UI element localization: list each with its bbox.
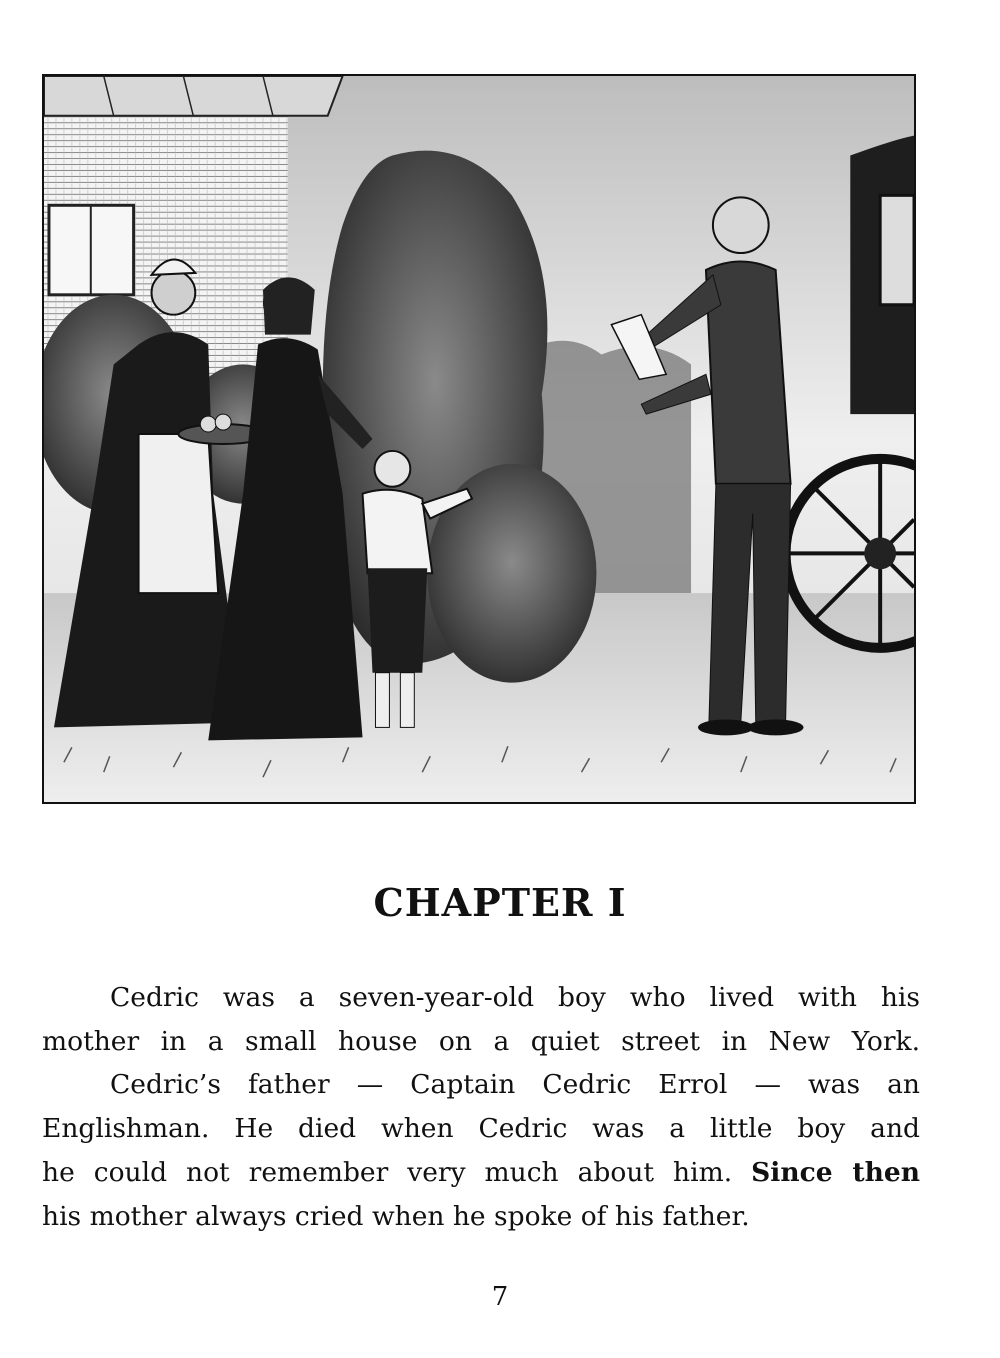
chapter-illustration — [42, 74, 916, 804]
chapter-body — [42, 976, 920, 1238]
page-number: 7 — [491, 1282, 509, 1312]
chapter-title: CHAPTER I — [373, 880, 627, 925]
bold-phrase: Since then — [751, 1156, 920, 1188]
paragraph-2-line-3 — [42, 1151, 920, 1195]
paragraph-2-line-1: Cedric’s father — Captain Cedric Errol — was an — [110, 1069, 920, 1101]
paragraph-2-line-4: his mother always cried when he spoke of his father. — [42, 1200, 750, 1232]
paragraph-1-line-1: Cedric was a seven-year-old boy who lived with his — [110, 982, 920, 1013]
paragraph-1-line-2: mother in a small house on a quiet street in New York. — [42, 1025, 920, 1057]
paragraph-2-line-2: Englishman. He died when Cedric was a little boy and — [42, 1113, 920, 1145]
illustration-drawing — [44, 76, 914, 802]
paragraph-2-line-3-text: he could not remember very much about him. — [42, 1156, 733, 1188]
